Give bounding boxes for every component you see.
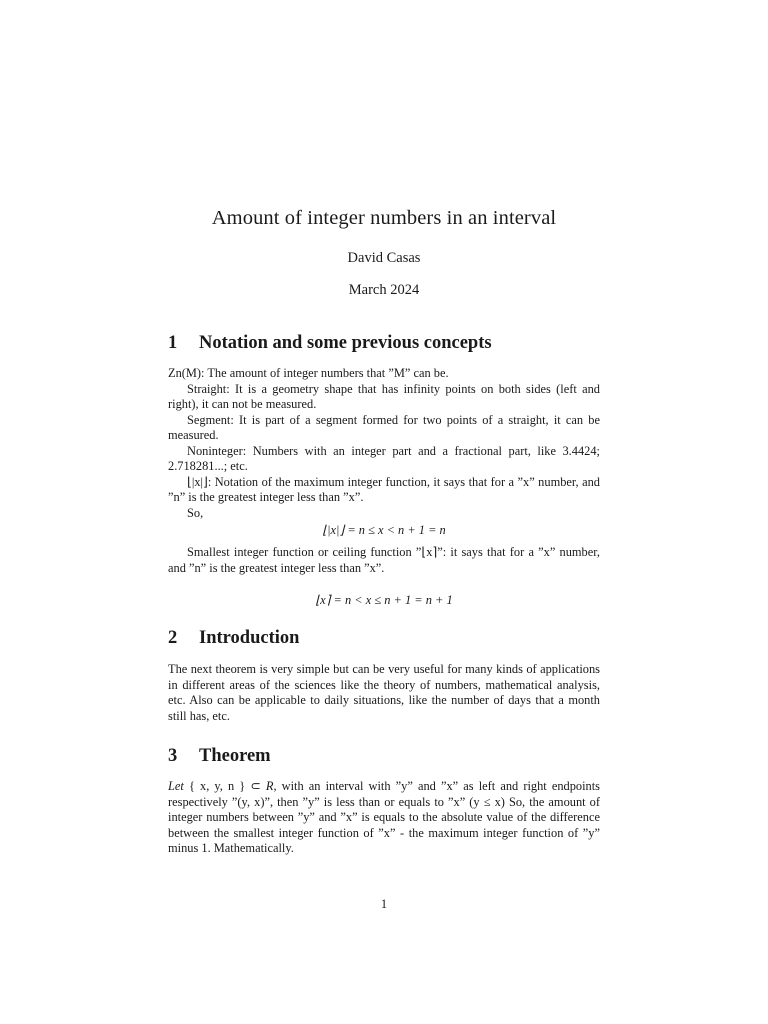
section-title: Notation and some previous concepts (199, 333, 492, 353)
equation-floor: ⌊|x|⌋ = n ≤ x < n + 1 = n (322, 523, 446, 537)
section-1-body (168, 366, 600, 521)
section-heading-2 (168, 628, 299, 649)
theorem-text-b: , with an interval with ”y” and ”x” as left and right endpoints respectively ”(y, x)”, then ”y” is less than or equals to ”x” (y ≤ x) So, the amount of integer numbers between ”y” and ”x” is equals to the absolute value of the difference between the smallest integer function of ”x” - the maximum integer function of ”y” minus 1. Mathematically. (168, 779, 601, 855)
paragraph: Noninteger: Numbers with an integer part and a fractional part, like 3.4424; 2.718281...; etc. (168, 443, 600, 473)
page-number: 1 (380, 897, 388, 911)
paper-date: March 2024 (348, 282, 420, 298)
paragraph: ⌊|x|⌋: Notation of the maximum integer function, it says that for a ”x” number, and ”n” is the greatest integer less than ”x”. (168, 474, 600, 504)
section-1-body-cont (168, 545, 600, 576)
section-title: Introduction (199, 628, 300, 648)
theorem-text-a: { x, y, n } ⊂ (183, 779, 266, 793)
paper-title: Amount of integer numbers in an interval (211, 207, 557, 229)
let-word: Let (168, 779, 184, 793)
paper-author: David Casas (347, 250, 421, 266)
section-number: 3 (168, 746, 178, 766)
section-title: Theorem (199, 746, 271, 766)
paragraph: The next theorem is very simple but can be very useful for many kinds of applications in different areas of the sciences like the theory of numbers, mathematical analysis, etc. Also can be applicable to daily situations, like the number of days that a month still has, etc. (168, 662, 600, 723)
section-2-body (168, 662, 600, 724)
section-heading-1 (168, 333, 492, 354)
section-heading-3 (168, 746, 271, 767)
paragraph: Segment: It is part of a segment formed for two points of a straight, it can be measured. (168, 412, 600, 442)
paragraph: Straight: It is a geometry shape that has infinity points on both sides (left and right), it can not be measured. (168, 381, 600, 411)
section-number: 1 (168, 333, 178, 353)
real-set-symbol: R (265, 779, 274, 793)
section-3-body (168, 779, 600, 857)
paragraph: Zn(M): The amount of integer numbers that ”M” can be. (168, 366, 449, 380)
paragraph: Smallest integer function or ceiling function ”⌊x⌉”: it says that for a ”x” number, and ”n” is the greatest integer less than ”x”. (168, 545, 600, 575)
paragraph: So, (187, 505, 204, 520)
section-number: 2 (168, 628, 178, 648)
paragraph (168, 779, 600, 857)
equation-ceiling: ⌊x⌉ = n < x ≤ n + 1 = n + 1 (315, 593, 453, 607)
